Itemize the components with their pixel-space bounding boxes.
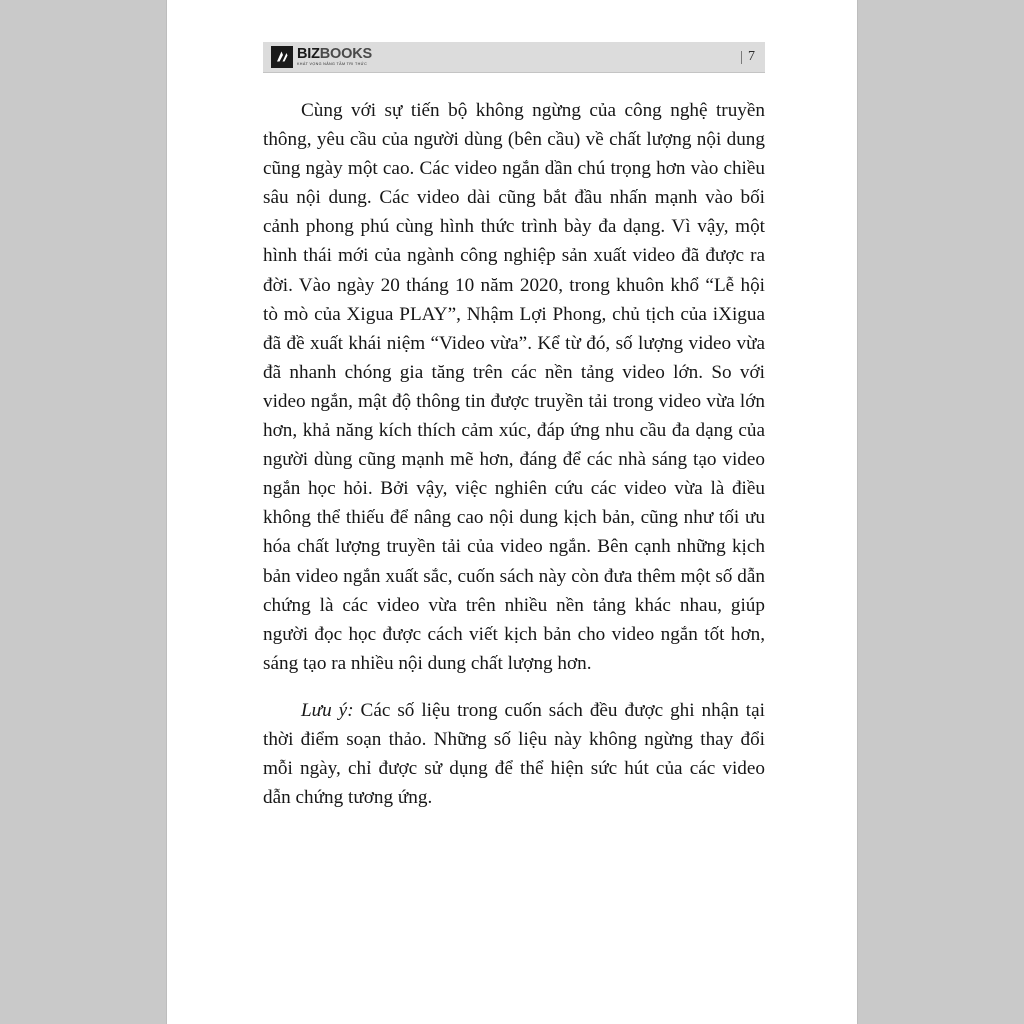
page-header xyxy=(263,42,765,73)
logo-word-biz: BIZ xyxy=(297,46,320,63)
paragraph-2 xyxy=(263,696,765,812)
bizbooks-logo-text xyxy=(297,47,372,67)
document-page xyxy=(167,0,857,1024)
page-number-block xyxy=(741,49,755,65)
note-text: Các số liệu trong cuốn sách đều được ghi nhận tại thời điểm soạn thảo. Những số liệu này không ngừng thay đổi mỗi ngày, chỉ được sử dụng để thể hiện sức hút của các video dẫn chứng tương ứng. xyxy=(263,699,765,809)
page-number: 7 xyxy=(748,49,755,64)
logo-word-books: BOOKS xyxy=(319,46,372,63)
page-content-area xyxy=(263,0,765,1024)
page-body xyxy=(263,96,765,812)
bizbooks-logo xyxy=(271,46,372,68)
paragraph-1: Cùng với sự tiến bộ không ngừng của công nghệ truyền thông, yêu cầu của người dùng (bên cầu) về chất lượng nội dung cũng ngày một cao. Các video ngắn dần chú trọng hơn vào chiều sâu nội dung. Các video dài cũng bắt đầu nhấn mạnh vào bối cảnh phong phú cùng hình thức trình bày đa dạng. Vì vậy, một hình thái mới của ngành công nghiệp sản xuất video đã được ra đời. Vào ngày 20 tháng 10 năm 2020, trong khuôn khổ “Lễ hội tò mò của Xigua PLAY”, Nhậm Lợi Phong, chủ tịch của iXigua đã đề xuất khái niệm “Video vừa”. Kể từ đó, số lượng video vừa đã nhanh chóng gia tăng trên các nền tảng video lớn. So với video ngắn, mật độ thông tin được truyền tải trong video vừa lớn hơn, khả năng kích thích cảm xúc, đáp ứng nhu cầu đa dạng của người dùng cũng mạnh mẽ hơn, đáng để các nhà sáng tạo video ngắn học hỏi. Bởi vậy, việc nghiên cứu các video vừa là điều không thể thiếu để nâng cao nội dung kịch bản, cũng như tối ưu hóa chất lượng truyền tải của video ngắn. Bên cạnh những kịch bản video ngắn xuất sắc, cuốn sách này còn đưa thêm một số dẫn chứng là các video vừa trên nhiều nền tảng khác nhau, giúp người đọc học được cách viết kịch bản cho video ngắn tốt hơn, sáng tạo ra nhiều nội dung chất lượng hơn. xyxy=(263,100,765,674)
page-number-divider xyxy=(741,51,742,64)
bizbooks-wordmark xyxy=(297,47,372,62)
logo-tagline: KHÁT VỌNG NÂNG TẦM TRI THỨC xyxy=(297,62,368,67)
bizbooks-mark-icon xyxy=(271,46,293,68)
note-label: Lưu ý: xyxy=(301,699,354,721)
